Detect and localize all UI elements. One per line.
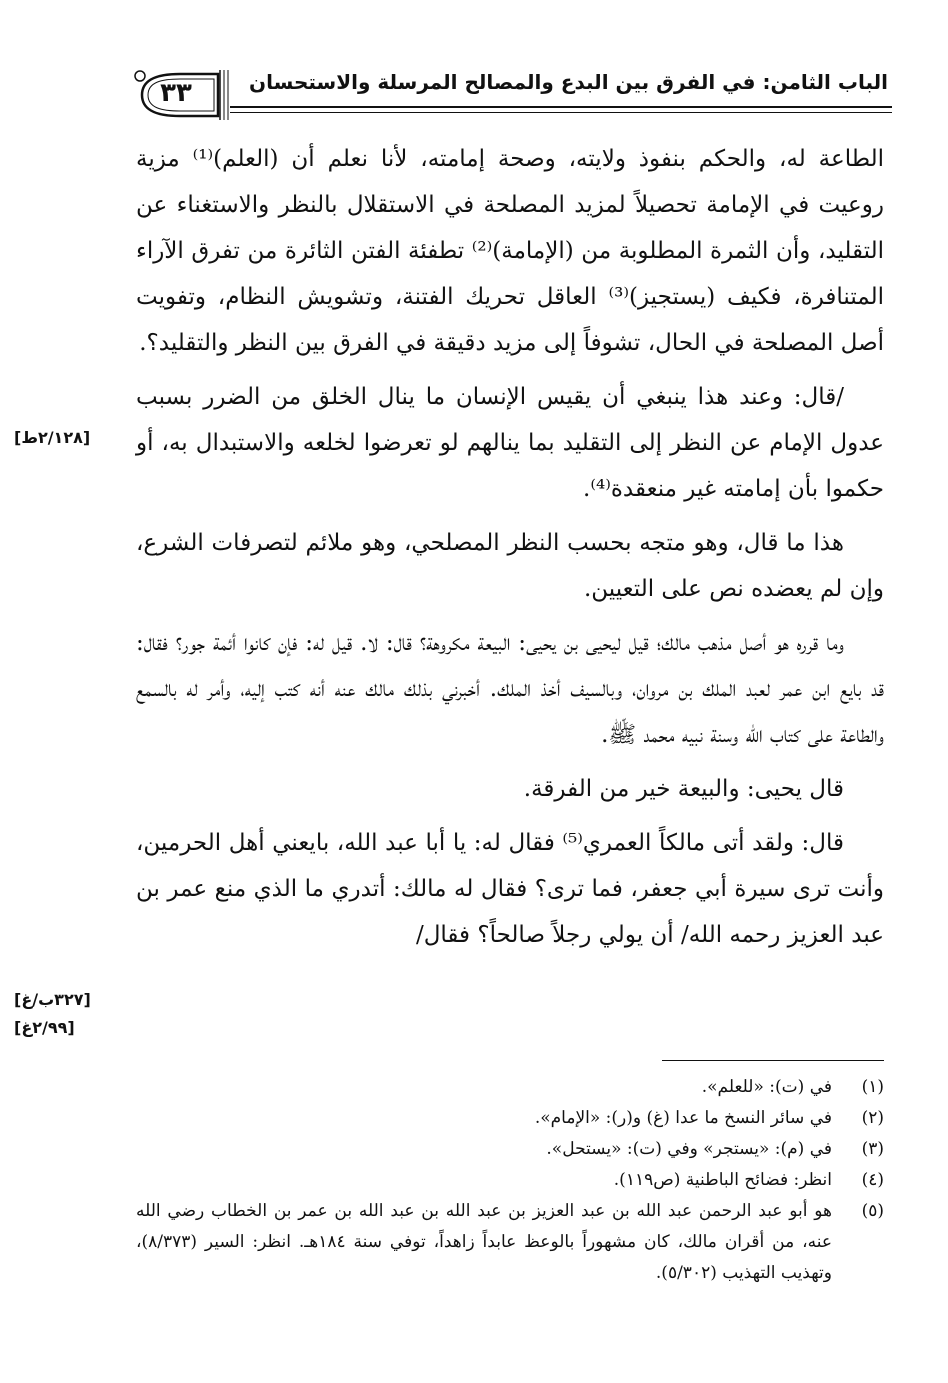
footnote-text: في (م): «يستجر» وفي (ت): «يستحل». xyxy=(546,1139,832,1159)
paragraph-1 xyxy=(136,136,884,366)
footnote-5 xyxy=(136,1196,884,1289)
paragraph-6 xyxy=(136,820,884,958)
footnote-text: انظر: فضائح الباطنية (ص١١٩). xyxy=(613,1170,832,1190)
footnotes xyxy=(136,1072,884,1289)
footnote-1 xyxy=(136,1072,884,1103)
margin-ref-3: [٢/٩٩غ] xyxy=(14,1018,75,1037)
footnote-number: (١) xyxy=(861,1077,884,1097)
footnote-separator xyxy=(662,1060,884,1061)
paragraph-4 xyxy=(136,620,884,758)
footnote-text: هو أبو عبد الرحمن عبد الله بن عبد العزيز بن عبد الله بن عبد الله بن عمر بن الخطاب رضي الله عنه، من أقران مالك، كان مشهوراً بالوعظ عابداً زاهداً، توفي سنة ١٨٤هـ. انظر: السير (٨/٣٧٣)، وتهذيب التهذيب (٥/٣٠٢). xyxy=(136,1201,833,1283)
paragraph-5-text: قال يحيى: والبيعة خير من الفرقة. xyxy=(523,776,844,802)
page-number: ٣٣ xyxy=(160,78,192,108)
running-header xyxy=(130,62,892,122)
paragraph-2 xyxy=(136,374,884,512)
paragraph-2-text: /قال: وعند هذا ينبغي أن يقيس الإنسان ما ينال الخلق من الضرر بسبب عدول الإمام عن النظر إلى التقليد بما ينالهم لو تعرضوا لخلعه والاستبدال به، أو حكموا بأن إمامته غير منعقدة⁽⁴⁾. xyxy=(136,384,884,502)
footnote-4 xyxy=(136,1165,884,1196)
paragraph-1-text: الطاعة له، والحكم بنفوذ ولايته، وصحة إمامته، لأنا نعلم أن (العلم)⁽¹⁾ مزية روعيت في الإمامة تحصيلاً لمزيد المصلحة في الاستقلال بالنظر والاستغناء عن التقليد، وأن الثمرة المطلوبة من (الإمامة)⁽²⁾ تطفئة الفتن الثائرة من تفرق الآراء المتنافرة، فكيف (يستجيز)⁽³⁾ العاقل تحريك الفتنة، وتشويش النظام، وتفويت أصل المصلحة في الحال، تشوفاً إلى مزيد دقيقة في الفرق بين النظر والتقليد؟. xyxy=(136,146,885,356)
footnote-text: في (ت): «للعلم». xyxy=(701,1077,832,1097)
paragraph-5 xyxy=(136,766,884,812)
chapter-title: الباب الثامن: في الفرق بين البدع والمصالح المرسلة والاستحسان xyxy=(249,70,888,94)
paragraph-3 xyxy=(136,520,884,612)
footnote-number: (٢) xyxy=(861,1108,884,1128)
margin-ref-1: [٢/١٢٨ط] xyxy=(14,428,91,447)
footnote-3 xyxy=(136,1134,884,1165)
footnote-number: (٣) xyxy=(861,1139,884,1159)
footnote-2 xyxy=(136,1103,884,1134)
footnote-number: (٥) xyxy=(861,1201,884,1221)
footnote-number: (٤) xyxy=(861,1170,884,1190)
header-rule-thick xyxy=(230,106,892,108)
paragraph-3-text: هذا ما قال، وهو متجه بحسب النظر المصلحي، وهو ملائم لتصرفات الشرع، وإن لم يعضده نص على التعيين. xyxy=(136,530,884,602)
main-text xyxy=(136,136,884,958)
paragraph-6-text: قال: ولقد أتى مالكاً العمري⁽⁵⁾ فقال له: يا أبا عبد الله، بايعني أهل الحرمين، وأنت ترى سيرة أبي جعفر، فما ترى؟ فقال له مالك: أتدري ما الذي منع عمر بن عبد العزيز رحمه الله/ أن يولي رجلاً صالحاً؟ فقال/ xyxy=(136,830,884,948)
header-rule-thin xyxy=(230,112,892,113)
page-number-badge xyxy=(130,68,230,122)
margin-ref-2: [٣٢٧ب/غ] xyxy=(14,990,91,1009)
footnote-text: في سائر النسخ ما عدا (غ) و(ر): «الإمام». xyxy=(534,1108,832,1128)
paragraph-4-text: وما قرره هو أصل مذهب مالك؛ قيل ليحيى بن يحيى: البيعة مكروهة؟ قال: لا. قيل له: فإن كانوا أئمة جور؟ فقال: قد بايع ابن عمر لعبد الملك بن مروان، وبالسيف أخذ الملك. أخبرني بذلك مالك عنه أنه كتب إليه، وأمر له بالسمع والطاعة على كتاب الله وسنة نبيه محمد ﷺ. xyxy=(136,630,884,748)
